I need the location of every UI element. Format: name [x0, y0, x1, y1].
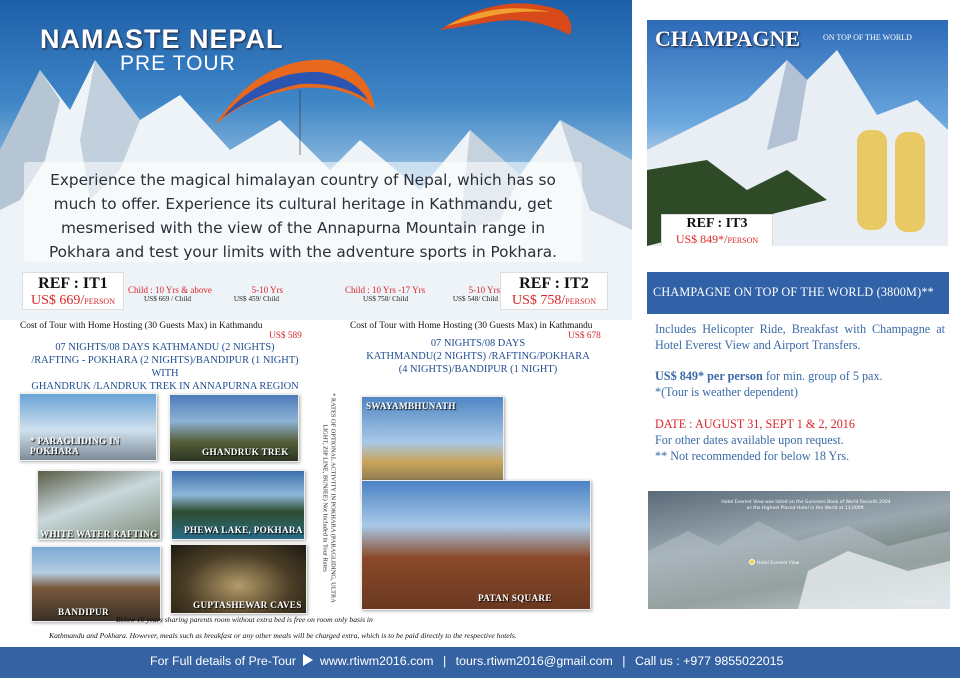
- champagne-image: [647, 20, 948, 246]
- it2-ref-box: [500, 272, 608, 310]
- optional-activity-note: * RATES OF OPTIONAL ACTIVITY IN POKHARA (PARAGLIDING, ULTRA LIGHT, ZIP LINE, BUNJEE) Not Included in Tour Rates: [321, 393, 337, 603]
- it3-ref-box: [661, 214, 773, 246]
- photo-swayambhunath: SWAYAMBHUNATH: [361, 396, 504, 498]
- champagne-tagline: ON TOP OF THE WORLD: [823, 33, 912, 42]
- age-note: ** Not recommended for below 18 Yrs.: [655, 449, 850, 463]
- it2-itinerary: 07 NIGHTS/08 DAYS KATHMANDU(2 NIGHTS) /RAFTING/POKHARA (4 NIGHTS)/BANDIPUR (1 NIGHT): [366, 338, 590, 375]
- it2-ref: REF : IT2: [519, 275, 589, 292]
- map-brand: Google earth: [904, 599, 937, 605]
- champagne-title: CHAMPAGNE: [655, 26, 801, 51]
- location-pin-icon: [749, 559, 755, 565]
- page-subtitle: PRE TOUR: [120, 52, 236, 75]
- other-dates-note: For other dates available upon request.: [655, 433, 844, 447]
- it3-price: US$ 849*/PERSON: [675, 232, 759, 246]
- map-caption: Hotel Everest View was listed on the Guinness Book of World Records 2004 as the Highest Placed Hotel in the World at 13,000ft.: [721, 500, 891, 511]
- champagne-price-line: US$ 849* per person for min. group of 5 pax.: [655, 369, 883, 383]
- vertical-note-wrap: [318, 388, 338, 613]
- footer-bar: For Full details of Pre-Tour www.rtiwm2016.com | tours.rtiwm2016@gmail.com | Call us : +977 9855022015: [0, 647, 960, 678]
- it1-itinerary: 07 NIGHTS/08 DAYS KATHMANDU (2 NIGHTS) /RAFTING - POKHARA (2 NIGHTS)/BANDIPUR (1 NIGHT) WITH GHANDRUK /LANDRUK TREK IN ANNAPURNA REGION: [31, 342, 299, 392]
- bottom-note-1: Below 10 years sharing parents room without extra bed is free on room only basis in: [116, 615, 373, 624]
- it1-price: US$ 669/PERSON: [31, 293, 115, 308]
- everest-map: [648, 491, 950, 609]
- map-marker-label: Hotel Everest View: [757, 561, 800, 566]
- it1-cost-value: US$ 589: [269, 331, 302, 341]
- it1-cost-label: Cost of Tour with Home Hosting (30 Guests Max) in Kathmandu: [20, 321, 263, 331]
- it2-cost-value: US$ 678: [568, 331, 601, 341]
- photo-paragliding: * PARAGLIDING IN POKHARA: [19, 393, 157, 461]
- it3-ref: REF : IT3: [686, 216, 748, 231]
- champagne-heading-bar: CHAMPAGNE ON TOP OF THE WORLD (3800M)**: [647, 272, 949, 314]
- photo-patan: PATAN SQUARE: [361, 480, 591, 610]
- photo-guptashewar: GUPTASHEWAR CAVES: [170, 544, 307, 614]
- email-link[interactable]: tours.rtiwm2016@gmail.com: [455, 654, 613, 668]
- it1-ref-box: [22, 272, 124, 310]
- weather-note: *(Tour is weather dependent): [655, 385, 798, 399]
- intro-text: Experience the magical himalayan country of Nepal, which has so much to offer. Experience its cultural heritage in Kathmandu, get mesmerised with the view of the Annapurna Mountain range in Pokhara and test your limits with the adventure sports in Pokhara.: [24, 162, 582, 262]
- footer-lead: For Full details of Pre-Tour: [150, 654, 296, 668]
- it1-child-rates: Child : 10 Yrs & above 5-10 Yrs US$ 669 / Child US$ 459/ Child: [128, 285, 283, 303]
- phone-link[interactable]: Call us : +977 9855022015: [634, 654, 784, 668]
- page-title: NAMASTE NEPAL: [40, 24, 284, 54]
- it1-ref: REF : IT1: [38, 275, 108, 292]
- photo-phewa: PHEWA LAKE, POKHARA: [171, 470, 305, 540]
- it2-price: US$ 758/PERSON: [512, 293, 596, 308]
- photo-bandipur: BANDIPUR: [31, 546, 161, 622]
- photo-rafting: WHITE WATER RAFTING: [37, 470, 161, 540]
- tour-date: DATE : AUGUST 31, SEPT 1 & 2, 2016: [655, 417, 855, 431]
- bottom-note-2: Kathmandu and Pokhara. However, meals such as breakfast or any other meals will be charged extra, which is to be paid directly to the respective hotels.: [49, 631, 517, 640]
- website-link[interactable]: www.rtiwm2016.com: [319, 654, 434, 668]
- champagne-description: Includes Helicopter Ride, Breakfast with Champagne at Hotel Everest View and Airport Transfers.: [655, 322, 945, 352]
- it2-child-rates: Child : 10 Yrs -17 Yrs 5-10 Yrs US$ 758/ Child US$ 548/ Child: [345, 285, 500, 303]
- play-arrow-icon: [303, 654, 313, 666]
- photo-ghandruk: GHANDRUK TREK: [169, 394, 299, 462]
- it2-cost-label: Cost of Tour with Home Hosting (30 Guests Max) in Kathmandu: [350, 321, 593, 331]
- everest-scene: [647, 20, 948, 246]
